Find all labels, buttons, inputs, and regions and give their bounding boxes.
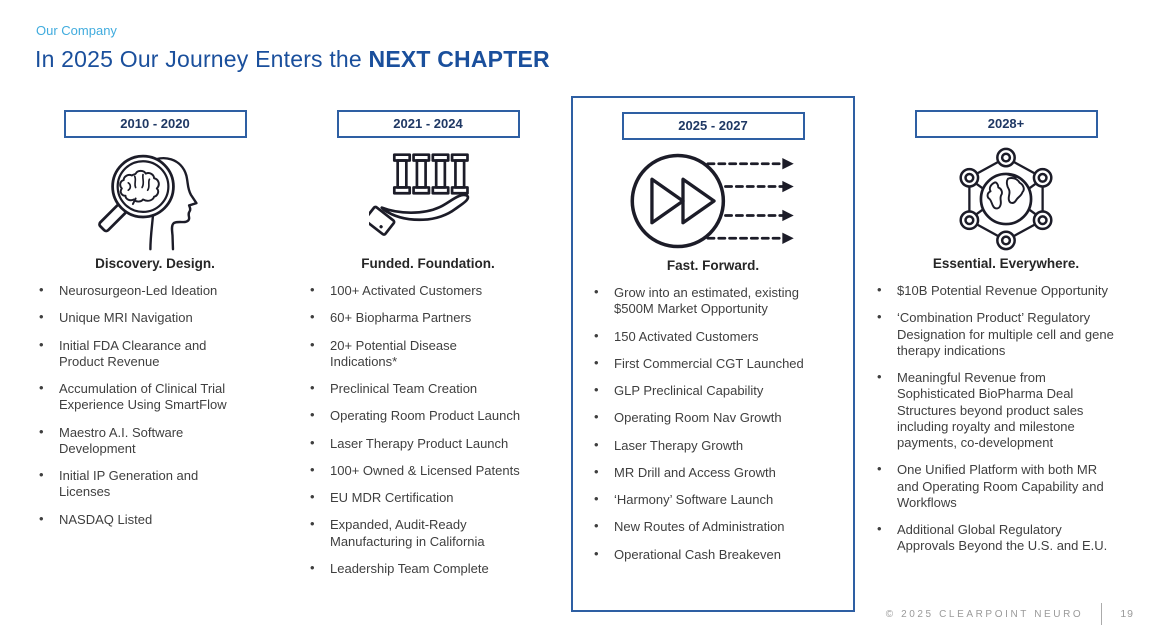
title-regular: In 2025 Our Journey Enters the (35, 46, 369, 72)
timeline-column-2021-2024 (308, 110, 548, 588)
bullet-item: • Neurosurgeon-Led Ideation (37, 283, 251, 299)
column-heading: Fast. Forward. (666, 258, 760, 273)
eyebrow: Our Company (36, 23, 117, 38)
period-label: 2010 - 2020 (120, 116, 190, 131)
period-badge (622, 112, 805, 140)
bullet-item: • 100+ Activated Customers (308, 283, 524, 299)
title-emphasis: NEXT CHAPTER (368, 46, 550, 72)
bullet-item: • Accumulation of Clinical Trial Experience Using SmartFlow (37, 381, 251, 414)
page-number: 19 (1120, 608, 1134, 620)
bullet-item: • Leadership Team Complete (308, 561, 524, 577)
page-title (35, 46, 550, 73)
period-badge (337, 110, 520, 138)
bullet-item: • First Commercial CGT Launched (592, 356, 806, 372)
bullet-item: • Operational Cash Breakeven (592, 547, 806, 563)
bullet-list (592, 285, 806, 563)
bullet-item: • Grow into an estimated, existing $500M Market Opportunity (592, 285, 806, 318)
bullet-item: • ‘Combination Product’ Regulatory Designation for multiple cell and gene therapy indications (875, 310, 1117, 359)
bullet-item: • Laser Therapy Product Launch (308, 436, 524, 452)
bullet-item: • New Routes of Administration (592, 519, 806, 535)
bullet-item: • $10B Potential Revenue Opportunity (875, 283, 1117, 299)
timeline-column-2025-2027 (571, 96, 855, 612)
bullet-item: • Initial IP Generation and Licenses (37, 468, 251, 501)
bullet-list (875, 283, 1117, 555)
column-heading: Essential. Everywhere. (932, 256, 1080, 271)
bullet-item: • Meaningful Revenue from Sophisticated BioPharma Deal Structures beyond product sales including royalty and milestone payments, co-development (875, 370, 1117, 451)
bullet-item: • 60+ Biopharma Partners (308, 310, 524, 326)
bullet-item: • EU MDR Certification (308, 490, 524, 506)
footer (886, 603, 1134, 625)
bullet-item: • NASDAQ Listed (37, 512, 251, 528)
bullet-item: • Expanded, Audit-Ready Manufacturing in California (308, 517, 524, 550)
globe-network-icon (875, 142, 1137, 256)
bullet-item: • Maestro A.I. Software Development (37, 425, 251, 458)
period-label: 2028+ (987, 116, 1025, 131)
bullet-item: • ‘Harmony’ Software Launch (592, 492, 806, 508)
bullet-item: • Operating Room Nav Growth (592, 410, 806, 426)
copyright-text: © 2025 CLEARPOINT NEURO (885, 608, 1084, 620)
timeline-column-2028-plus (875, 110, 1137, 566)
bullet-list (37, 283, 251, 528)
timeline-column-2010-2020 (35, 110, 275, 539)
bullet-list (308, 283, 524, 577)
period-badge (64, 110, 247, 138)
footer-divider (1101, 603, 1102, 625)
brain-magnifier-icon (35, 142, 275, 256)
period-label: 2021 - 2024 (393, 116, 463, 131)
bullet-item: • 100+ Owned & Licensed Patents (308, 463, 524, 479)
bullet-item: • Additional Global Regulatory Approvals Beyond the U.S. and E.U. (875, 522, 1117, 555)
bullet-item: • MR Drill and Access Growth (592, 465, 806, 481)
period-label: 2025 - 2027 (678, 118, 748, 133)
bullet-item: • GLP Preclinical Capability (592, 383, 806, 399)
pillars-in-hand-icon (308, 142, 548, 256)
bullet-item: • Preclinical Team Creation (308, 381, 524, 397)
bullet-item: • One Unified Platform with both MR and Operating Room Capability and Workflows (875, 462, 1117, 511)
column-heading: Funded. Foundation. (361, 256, 495, 271)
bullet-item: • Unique MRI Navigation (37, 310, 251, 326)
bullet-item: • Operating Room Product Launch (308, 408, 524, 424)
fast-forward-icon (573, 144, 853, 258)
bullet-item: • 20+ Potential Disease Indications* (308, 338, 524, 371)
bullet-item: • 150 Activated Customers (592, 329, 806, 345)
bullet-item: • Laser Therapy Growth (592, 438, 806, 454)
column-heading: Discovery. Design. (95, 256, 215, 271)
bullet-item: • Initial FDA Clearance and Product Revenue (37, 338, 251, 371)
period-badge (915, 110, 1098, 138)
